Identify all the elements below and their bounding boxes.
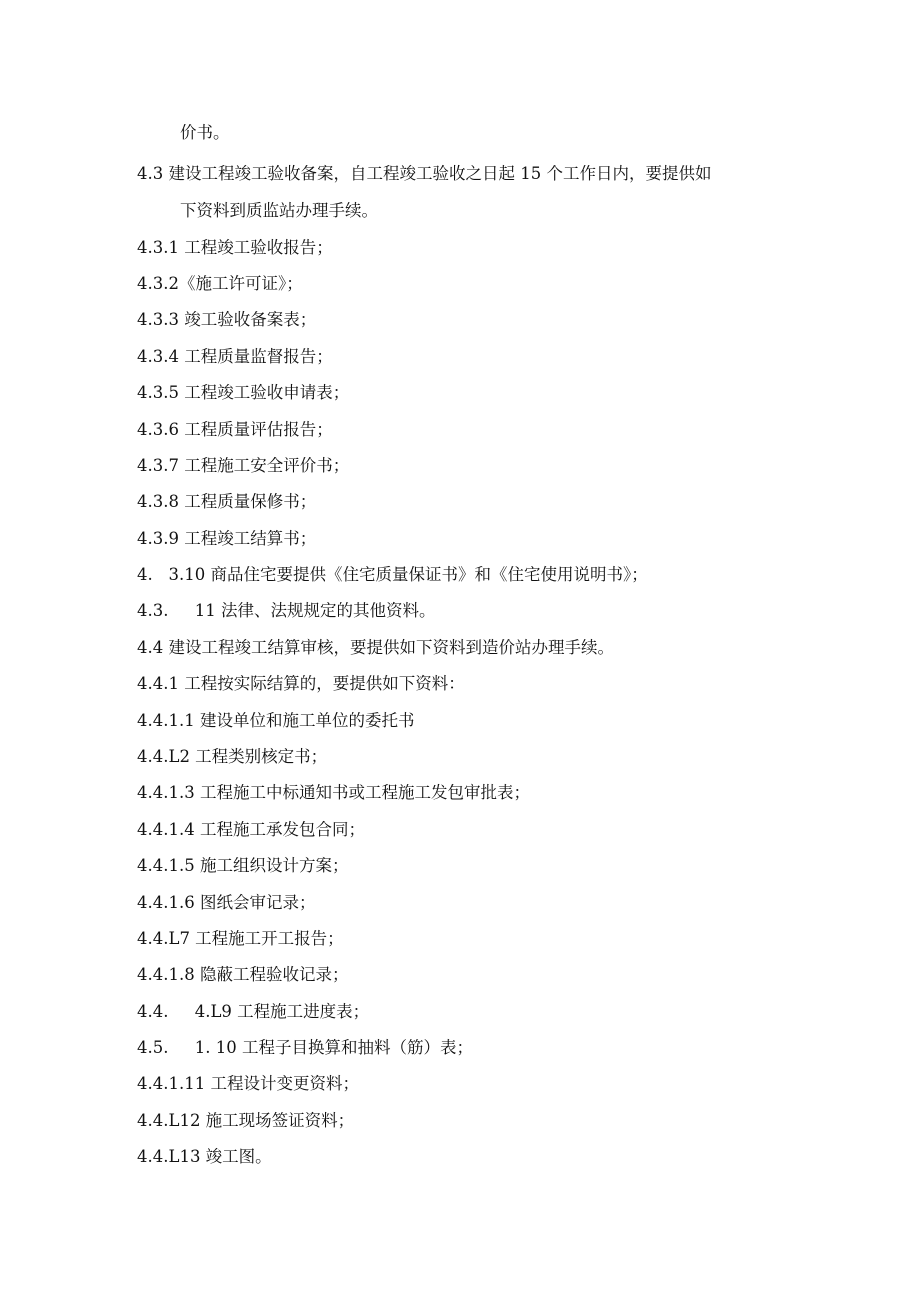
list-item: 4.4.L7 工程施工开工报告； [137,929,344,948]
list-item: 4.4.L2 工程类别核定书； [137,747,328,766]
list-item: 4.4.1.11 工程设计变更资料； [137,1074,359,1093]
list-item: 4.3.5 工程竣工验收申请表； [137,383,350,402]
list-item: 4.4.L13 竣工图。 [137,1147,272,1166]
text-line: 下资料到质监站办理手续。 [180,201,378,220]
list-item: 4.4.1.6 图纸会审记录； [137,893,316,912]
list-item: 4.3.1 工程竣工验收报告； [137,238,333,257]
list-item: 4.3.2《施工许可证》； [137,274,303,293]
list-item: 4.3.3 竣工验收备案表； [137,310,317,329]
list-item: 4.4.1.4 工程施工承发包合同； [137,820,365,839]
list-item: 4.4.1.5 施工组织设计方案； [137,856,349,875]
list-item: 4.3.8 工程质量保修书； [137,492,317,511]
list-item: 4.4.L12 施工现场签证资料； [137,1111,355,1130]
list-item: 4.3.9 工程竣工结算书； [137,529,317,548]
list-item: 4.4.1.1 建设单位和施工单位的委托书 [137,711,415,730]
section-heading: 4.4 建设工程竣工结算审核，要提供如下资料到造价站办理手续。 [137,638,614,657]
list-item: 4.4.1.3 工程施工中标通知书或工程施工发包审批表； [137,783,530,802]
text-line: 价书。 [180,123,230,142]
section-heading: 4.3 建设工程竣工验收备案，自工程竣工验收之日起 15 个工作日内，要提供如 [137,164,712,183]
list-item: 4.3.7 工程施工安全评价书； [137,456,350,475]
list-item: 4.4.1.8 隐蔽工程验收记录； [137,965,349,984]
list-item: 4. 3.10 商品住宅要提供《住宅质量保证书》和《住宅使用说明书》； [137,565,648,584]
list-item: 4.3.4 工程质量监督报告； [137,347,333,366]
list-item: 4.3.6 工程质量评估报告； [137,420,333,439]
list-item: 4.4. 4.L9 工程施工进度表； [137,1002,370,1021]
list-item: 4.5. 1. 10 工程子目换算和抽料（筋）表； [137,1038,473,1057]
list-item: 4.4.1 工程按实际结算的，要提供如下资料： [137,674,465,693]
list-item: 4.3. 11 法律、法规规定的其他资料。 [137,601,436,620]
